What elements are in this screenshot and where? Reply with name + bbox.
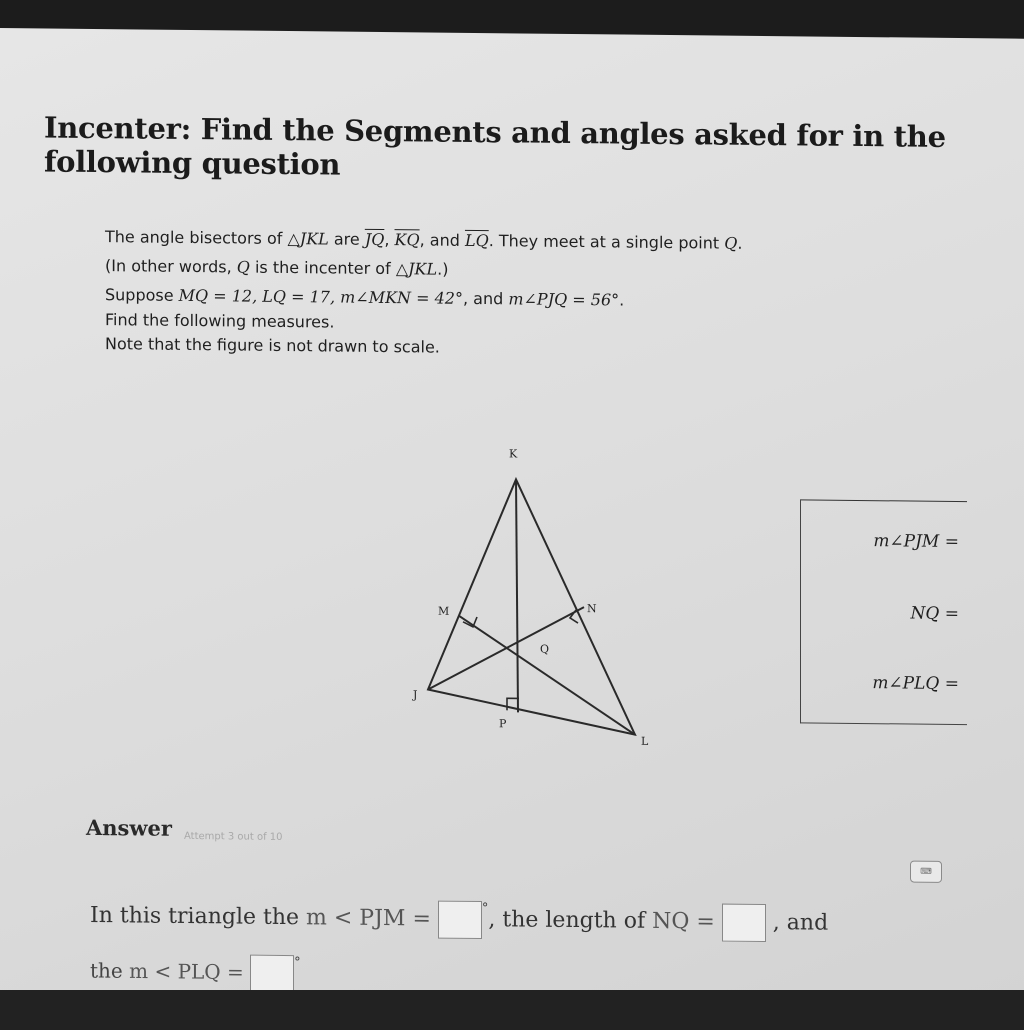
triangle-name: △JKL [395, 259, 438, 279]
triangle-jkl [428, 478, 635, 734]
segment-lq: $\overline{LQ}$ [464, 230, 489, 251]
label-k: K [509, 447, 518, 461]
problem-line-4: Find the following measures. [105, 310, 335, 332]
answer-label: Answer [86, 814, 172, 841]
point-q: Q [724, 233, 738, 253]
point-q: Q [236, 257, 250, 277]
measure-plq: m∠PLQ = [872, 673, 959, 695]
bisector-k [516, 479, 518, 712]
worksheet-screen [0, 28, 1024, 1001]
attempt-counter: Attempt 3 out of 10 [184, 830, 283, 843]
answer-input-plq[interactable] [250, 955, 294, 993]
text: is the incenter of [249, 257, 396, 279]
segment-kq: $\overline{KQ}$ [394, 230, 420, 250]
text: Suppose [105, 285, 179, 305]
expr-plq: m < PLQ = [129, 958, 244, 985]
page-title: Incenter: Find the Segments and angles asked for in the following question [44, 110, 946, 182]
expr-nq: NQ = [652, 908, 715, 935]
measures-box [800, 499, 967, 725]
problem-statement [105, 222, 965, 366]
screen-bezel [0, 990, 1024, 1030]
text: , and [419, 230, 465, 250]
text: In this triangle the [90, 902, 307, 931]
measure-nq: NQ = [910, 603, 959, 625]
text: are [328, 229, 365, 249]
label-m: M [438, 604, 450, 618]
label-q: Q [540, 642, 550, 656]
answer-input-nq[interactable] [722, 904, 766, 942]
text: the [90, 958, 130, 983]
label-l: L [641, 734, 649, 748]
label-p: P [499, 717, 507, 731]
bisector-l [459, 616, 635, 735]
text: (In other words, [105, 256, 237, 277]
text: . [619, 290, 625, 310]
given-values: MQ = 12, LQ = 17, m∠MKN = 42° [178, 285, 463, 308]
triangle-name: △JKL [287, 229, 329, 249]
text: , [384, 230, 395, 250]
text: . [737, 233, 743, 253]
degree-unit: ° [294, 955, 301, 971]
expr-pjm: m < PJM = [306, 905, 431, 932]
text: , and [772, 910, 829, 936]
answer-sentence-2 [90, 953, 301, 993]
label-j: J [413, 688, 418, 702]
text: , and [462, 288, 509, 309]
answer-sentence-1 [90, 897, 828, 943]
segment-jq: $\overline{JQ}$ [364, 229, 385, 250]
measure-pjm: m∠PJM = [873, 531, 959, 553]
text: , the length of [488, 907, 653, 934]
answer-input-pjm[interactable] [438, 901, 482, 939]
text: The angle bisectors of [105, 227, 288, 249]
triangle-figure [395, 434, 665, 757]
label-n: N [587, 602, 597, 616]
text: .) [437, 259, 449, 279]
problem-line-5: Note that the figure is not drawn to scale. [105, 334, 440, 357]
given-angle: m∠PJQ = 56° [508, 289, 620, 310]
keyboard-icon[interactable]: ⌨ [910, 861, 942, 883]
degree-unit: ° [481, 901, 489, 917]
text: . They meet at a single point [488, 231, 725, 253]
